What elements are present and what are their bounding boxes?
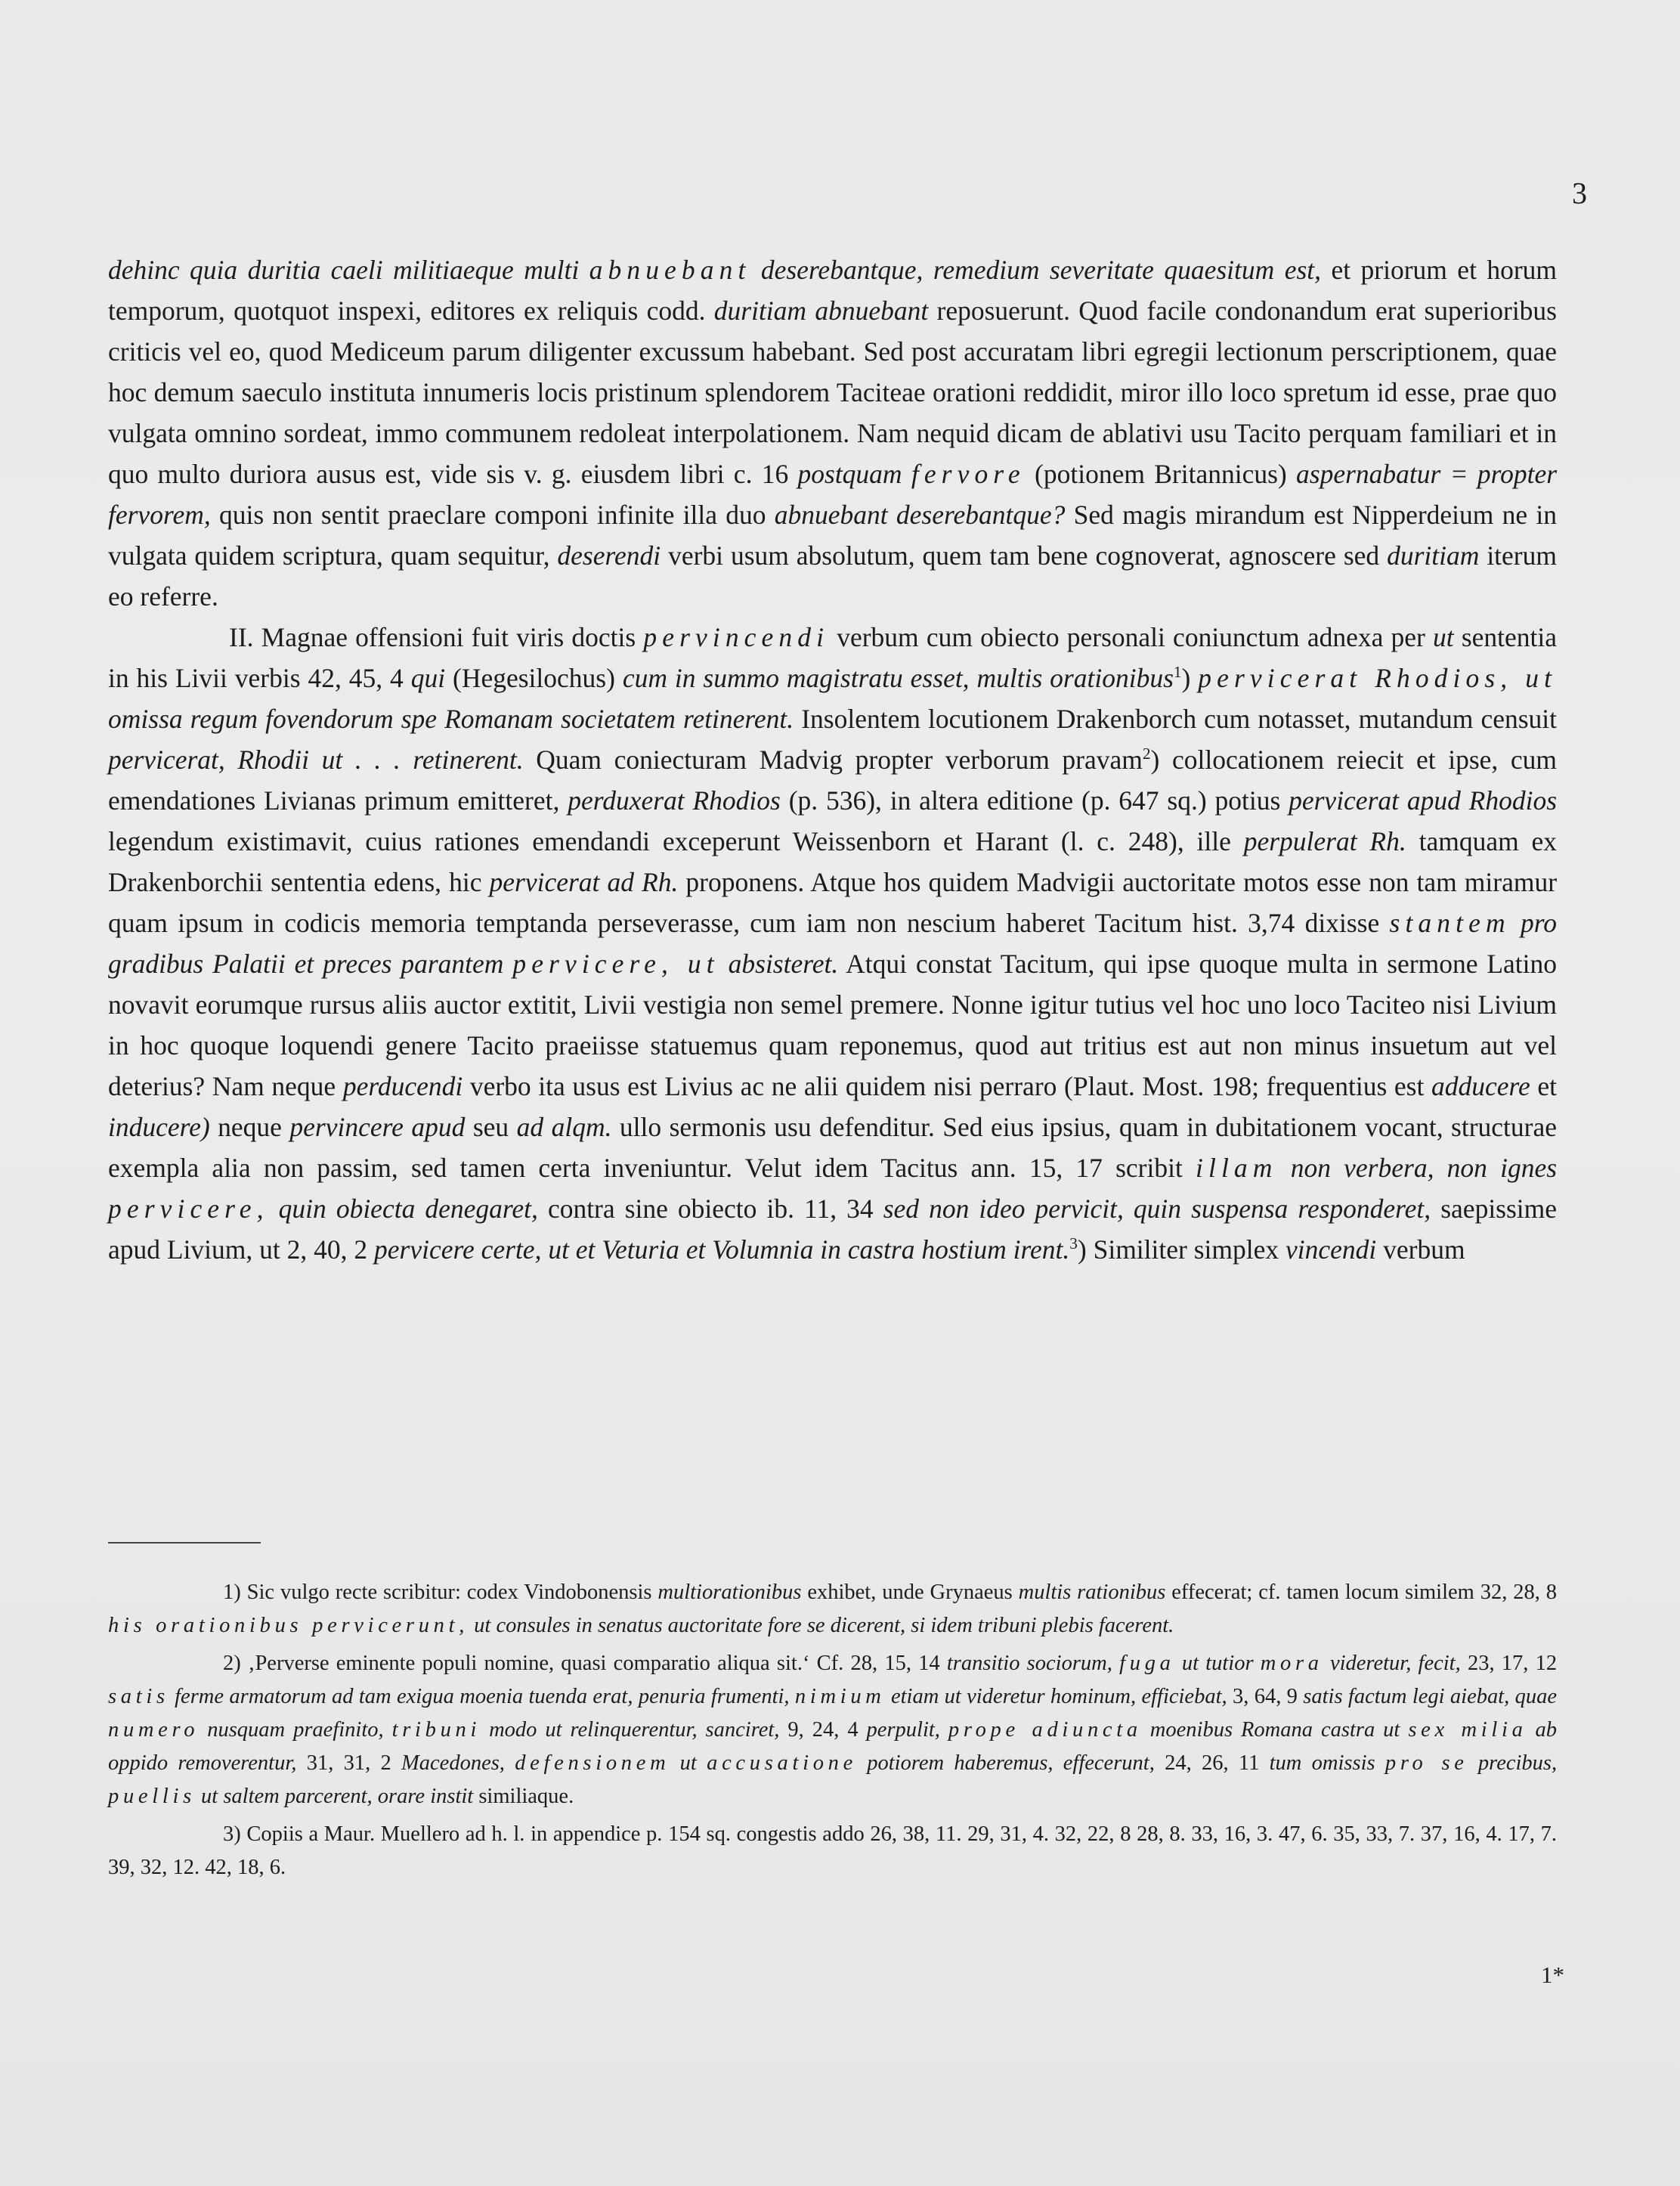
text-span: ut bbox=[679, 1751, 697, 1775]
text-span: (Hegesilochus) bbox=[453, 663, 615, 693]
text-span: exhibet, unde Grynaeus bbox=[807, 1581, 1013, 1604]
text-span: (potionem Britannicus) bbox=[1035, 459, 1287, 489]
text-span: vincendi bbox=[1286, 1234, 1377, 1265]
text-span: transitio sociorum, bbox=[946, 1652, 1112, 1675]
text-span: pervicerat apud Rhodios bbox=[1289, 785, 1558, 816]
text-span: puellis bbox=[108, 1785, 196, 1808]
text-span: duritiam abnuebant bbox=[713, 296, 929, 326]
text-span: adducere bbox=[1431, 1071, 1530, 1101]
text-span: iterum eo referre. bbox=[108, 540, 1557, 612]
text-span: 23, 17, 12 bbox=[1467, 1652, 1558, 1675]
text-span: satis bbox=[108, 1685, 169, 1708]
text-span: (p. 536), in altera editione (p. 647 sq.) potius bbox=[788, 785, 1281, 816]
text-span: II. Magnae offensioni fuit viris doctis bbox=[229, 622, 636, 652]
text-span: postquam bbox=[797, 459, 902, 489]
text-span: pro gradibus Palatii et preces parantem bbox=[108, 908, 1557, 979]
text-span: videretur, fecit, bbox=[1329, 1652, 1461, 1675]
text-span: Macedones, bbox=[401, 1751, 505, 1775]
text-span: stantem bbox=[1389, 908, 1511, 938]
footnote-2 bbox=[108, 1647, 1557, 1813]
footnote-divider bbox=[108, 1542, 261, 1544]
text-span: pervincendi bbox=[643, 622, 830, 652]
text-span: ) Similiter simplex bbox=[1077, 1234, 1279, 1265]
text-span: modo ut relinquerentur, sanciret, bbox=[489, 1718, 780, 1742]
text-span: pervicerat Rhodios, ut bbox=[1198, 663, 1558, 693]
text-span: ‚Perverse eminente populi nomine, quasi comparatio aliqua sit.‘ Cf. 28, 15, 14 bbox=[247, 1652, 940, 1675]
text-span: perduxerat Rhodios bbox=[568, 785, 781, 816]
text-span: et bbox=[1537, 1071, 1558, 1101]
footnote-ref-2: 2 bbox=[1142, 745, 1151, 763]
text-span: absisteret. bbox=[728, 949, 839, 979]
text-span: fervore bbox=[911, 459, 1026, 489]
text-span: Sed magis mirandum est Nipperdeium ne in vulgata quidem scriptura, quam sequitur, bbox=[108, 500, 1558, 571]
text-span: 31, 31, 2 bbox=[306, 1751, 391, 1775]
text-span: Atqui constat Tacitum, qui ipse quoque multa in sermone Latino novavit eorumque rursus aliis auctor extitit, Livii vestigia non semel premere. Nonne igitur tutius vel hoc uno loco Taciteo nisi Livium in hoc quoque loquendi genere Tacito praeiisse statuemus quam reponemus, quod aut tritius est aut non minus insuetum aut vel deterius? Nam neque bbox=[108, 949, 1558, 1101]
text-span: pervicere, bbox=[108, 1194, 269, 1224]
text-span: pervicere, ut bbox=[512, 949, 719, 979]
text-span: perpulit, bbox=[866, 1718, 940, 1742]
text-span: potiorem haberemus, effecerunt, bbox=[867, 1751, 1155, 1775]
text-span: verbo ita usus est Livius ac ne alii quidem nisi perraro (Plaut. Most. 198; frequentius est bbox=[469, 1071, 1425, 1101]
text-span: deserebantque, remedium severitate quaesitum est, bbox=[760, 255, 1322, 285]
text-span: ullo sermonis usu defenditur. Sed eius ipsius, quam in dubitationem vocant, structurae exempla alia non passim, sed tamen certa inveniuntur. Velut idem Tacitus ann. 15, 17 scribit bbox=[108, 1112, 1558, 1183]
text-span: et priorum et horum temporum, quotquot inspexi, editores ex reliquis codd. bbox=[108, 255, 1558, 326]
text-span: deserendi bbox=[557, 540, 661, 571]
text-span: 24, 26, 11 bbox=[1165, 1751, 1260, 1775]
text-span: ut bbox=[1433, 622, 1454, 652]
footnote-ref-3: 3 bbox=[1069, 1234, 1078, 1253]
text-span: pervicerat, Rhodii ut . . . retinerent. bbox=[108, 745, 524, 775]
text-span: perducendi bbox=[342, 1071, 463, 1101]
text-span: pervicerat ad Rh. bbox=[489, 867, 679, 897]
text-span: ) bbox=[1181, 663, 1191, 693]
text-span: verbi usum absolutum, quem tam bene cognoverat, agnoscere sed bbox=[668, 540, 1380, 571]
main-text bbox=[108, 249, 1557, 1270]
text-span: etiam ut videretur hominum, efficiebat, bbox=[890, 1685, 1227, 1708]
text-span: aspernabatur = propter fervorem, bbox=[108, 459, 1558, 530]
text-span: dehinc quia duritia caeli militiaeque multi bbox=[108, 255, 580, 285]
paragraph-1 bbox=[108, 249, 1557, 617]
text-span: ab oppido removerentur, bbox=[108, 1718, 1558, 1775]
text-span: verbum cum obiecto personali coniunctum adnexa per bbox=[837, 622, 1425, 652]
text-span: Sic vulgo recte scribitur: codex Vindobonensis bbox=[246, 1581, 652, 1604]
text-span: inducere) bbox=[108, 1112, 210, 1142]
text-span: defensionem bbox=[515, 1751, 670, 1775]
text-span: 9, 24, 4 bbox=[787, 1718, 859, 1742]
text-span: accusatione bbox=[707, 1751, 857, 1775]
text-span: multis rationibus bbox=[1018, 1581, 1166, 1604]
text-span: contra sine obiecto ib. 11, 34 bbox=[547, 1194, 874, 1224]
text-span: ut saltem parcerent, orare instit bbox=[201, 1785, 474, 1808]
text-span: nimium bbox=[794, 1685, 886, 1708]
text-span: effecerat; cf. tamen locum similem 32, 28, 8 bbox=[1171, 1581, 1558, 1604]
text-span: cum in summo magistratu esset, multis orationibus bbox=[622, 663, 1174, 693]
text-span: multiorationibus bbox=[657, 1581, 802, 1604]
text-span: satis factum legi aiebat, quae bbox=[1303, 1685, 1558, 1708]
footnote-1 bbox=[108, 1576, 1557, 1643]
text-span: pervincere apud bbox=[289, 1112, 466, 1142]
text-span: Copiis a Maur. Muellero ad h. l. in appendice p. 154 sq. congestis addo 26, 38, 11. 29, 31, 4. 32, 22, 8 28, 8. 33, 16, 3. 47, 6. 35, 33, 7. 37, 16, 4. 17, 7. 39, 32, 12. 42, 18, 6. bbox=[108, 1822, 1558, 1879]
signature-mark: 1* bbox=[1541, 1962, 1564, 1988]
text-span: nusquam praefinito, bbox=[207, 1718, 384, 1742]
text-span: ut tutior bbox=[1181, 1652, 1254, 1675]
page-number: 3 bbox=[1572, 176, 1587, 210]
text-span: sex milia bbox=[1408, 1718, 1527, 1742]
footnote-mark: 1) bbox=[223, 1581, 241, 1604]
text-span: sententia in his Livii verbis 42, 45, 4 bbox=[108, 622, 1558, 693]
footnote-ref-1: 1 bbox=[1173, 663, 1182, 682]
text-span: saepissime apud Livium, ut 2, 40, 2 bbox=[108, 1194, 1558, 1265]
text-span: ferme armatorum ad tam exigua moenia tuenda erat, penuria frumenti, bbox=[175, 1685, 790, 1708]
footnotes bbox=[108, 1576, 1557, 1889]
text-span: legendum existimavit, cuius rationes emendandi exceperunt Weissenborn et Harant (l. c. 248), ille bbox=[108, 826, 1231, 856]
text-span: neque bbox=[218, 1112, 282, 1142]
text-span: 3, 64, 9 bbox=[1232, 1685, 1298, 1708]
text-span: ad alqm. bbox=[516, 1112, 612, 1142]
text-span: similiaque. bbox=[478, 1785, 574, 1808]
text-span: illam bbox=[1196, 1153, 1278, 1183]
text-span: Insolentem locutionem Drakenborch cum notasset, mutandum censuit bbox=[801, 704, 1558, 734]
text-span: tribuni bbox=[391, 1718, 481, 1742]
footnote-mark: 2) bbox=[223, 1652, 241, 1675]
text-span: mora bbox=[1260, 1652, 1323, 1675]
footnote-mark: 3) bbox=[223, 1822, 241, 1846]
text-span: seu bbox=[472, 1112, 509, 1142]
text-span: abnuebant deserebantque? bbox=[774, 500, 1066, 530]
text-span: tamquam ex Drakenborchii sententia edens, hic bbox=[108, 826, 1558, 897]
text-span: abnuebant bbox=[589, 255, 751, 285]
text-span: perpulerat Rh. bbox=[1243, 826, 1406, 856]
text-span: tum omissis bbox=[1269, 1751, 1375, 1775]
paragraph-2 bbox=[108, 617, 1557, 1270]
text-span: omissa regum fovendorum spe Romanam societatem retinerent. bbox=[108, 704, 794, 734]
text-span: ut consules in senatus auctoritate fore se dicerent, si idem tribuni plebis facerent. bbox=[474, 1614, 1174, 1637]
text-span: non verbera, non ignes bbox=[1290, 1153, 1558, 1183]
text-span: duritiam bbox=[1387, 540, 1480, 571]
text-span: quis non sentit praeclare componi infinite illa duo bbox=[218, 500, 766, 530]
text-span: his orationibus pervicerunt, bbox=[108, 1614, 469, 1637]
text-span: reposuerunt. Quod facile condonandum erat superioribus criticis vel eo, quod Mediceum parum diligenter excussum habebant. Sed post accuratam libri egregii lectionum perscriptionem, quae hoc demum saeculo instituta innumeris locis pristinum splendorem Taciteae orationi reddidit, miror illo loco spretum id esse, prae quo vulgata omnino sordeat, immo communem redoleat interpolationem. Nam nequid dicam de ablativi usu Tacito perquam familiari et in quo multo duriora ausus est, vide sis v. g. eiusdem libri c. 16 bbox=[108, 296, 1557, 489]
text-span: quin obiecta denegaret, bbox=[278, 1194, 538, 1224]
text-span: qui bbox=[410, 663, 446, 693]
text-span: ) collocationem reiecit et ipse, cum emendationes Livianas primum emitteret, bbox=[108, 745, 1558, 816]
text-span: verbum bbox=[1383, 1234, 1465, 1265]
text-span: pro se bbox=[1385, 1751, 1468, 1775]
text-span: numero bbox=[108, 1718, 200, 1742]
text-span: prope adiuncta bbox=[948, 1718, 1142, 1742]
text-span: pervicere certe, ut et Veturia et Volumnia in castra hostium irent. bbox=[374, 1234, 1070, 1265]
text-span: moenibus Romana castra ut bbox=[1149, 1718, 1400, 1742]
footnote-3 bbox=[108, 1818, 1557, 1884]
text-span: fuga bbox=[1119, 1652, 1175, 1675]
text-span: Quam coniecturam Madvig propter verborum pravam bbox=[536, 745, 1143, 775]
text-span: proponens. Atque hos quidem Madvigii auctoritate motos esse non tam miramur quam ipsum in codicis memoria temptanda perseverasse, cum iam non nescium haberet Tacitum hist. 3,74 dixisse bbox=[108, 867, 1558, 938]
text-span: sed non ideo pervicit, quin suspensa responderet, bbox=[883, 1194, 1431, 1224]
text-span: precibus, bbox=[1477, 1751, 1558, 1775]
